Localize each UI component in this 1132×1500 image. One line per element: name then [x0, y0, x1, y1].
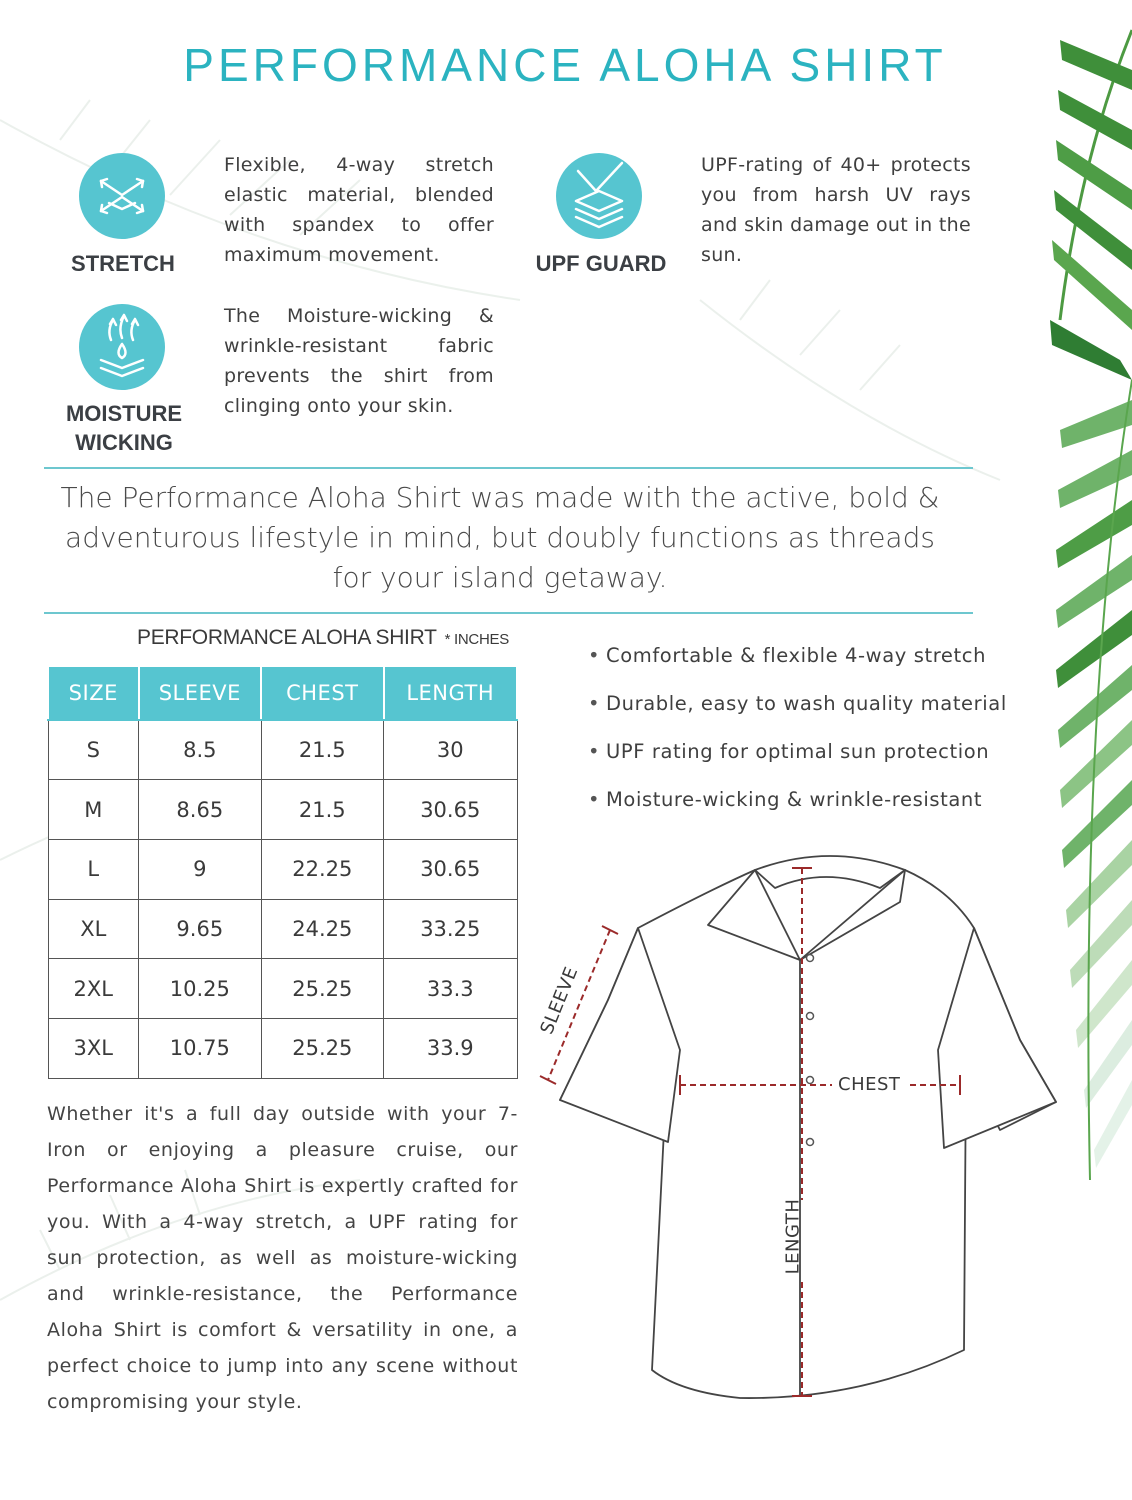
- body-copy: Whether it's a full day outside with your 7-Iron or enjoying a pleasure cruise, our Performance Aloha Shirt is expertly crafted for you. With a 4-way stretch, a UPF rating for sun protection, as well as moisture-wicking and wrinkle-resistance, the Performance Aloha Shirt is comfort & versatility in one, a perfect choice to jump into any scene without compromising your style.: [47, 1103, 518, 1413]
- header-length: LENGTH: [384, 666, 518, 720]
- sleeve-label: SLEEVE: [536, 963, 583, 1038]
- size-table-caption: [137, 626, 509, 650]
- size-table-header-row: [48, 666, 517, 720]
- cell-length: 30.65: [384, 839, 518, 899]
- shirt-button: [807, 1077, 814, 1084]
- bullet-text: Moisture-wicking & wrinkle-resistant: [606, 788, 983, 811]
- chest-label: CHEST: [838, 1074, 901, 1095]
- table-row: [48, 1018, 517, 1078]
- upf-guard-icon: [556, 153, 642, 239]
- table-row: [48, 780, 517, 840]
- list-item: • Durable, easy to wash quality material: [588, 692, 1007, 715]
- header-size: SIZE: [48, 666, 139, 720]
- cell-length: 33.3: [384, 959, 518, 1019]
- cell-sleeve: 9.65: [139, 899, 262, 959]
- stretch-label: STRETCH: [71, 251, 175, 276]
- list-item: • UPF rating for optimal sun protection: [588, 740, 990, 763]
- moisture-wicking-description: The Moisture-wicking & wrinkle-resistant fabric prevents the shirt from clinging onto your skin.: [224, 305, 494, 417]
- size-table: [47, 665, 518, 1079]
- cell-sleeve: 9: [139, 839, 262, 899]
- cell-chest: 22.25: [261, 839, 383, 899]
- cell-chest: 24.25: [261, 899, 383, 959]
- cell-length: 30.65: [384, 780, 518, 840]
- cell-sleeve: 10.25: [139, 959, 262, 1019]
- upf-guard-label: UPF GUARD: [535, 251, 667, 276]
- upf-guard-description: UPF-rating of 40+ protects you from harsh UV rays and skin damage out in the sun.: [701, 154, 971, 266]
- cell-length: 30: [384, 720, 518, 780]
- cell-sleeve: 10.75: [139, 1018, 262, 1078]
- cell-size: M: [48, 780, 139, 840]
- list-item: • Comfortable & flexible 4-way stretch: [588, 644, 987, 667]
- stretch-description: Flexible, 4-way stretch elastic material, blended with spandex to offer maximum movement.: [224, 154, 494, 266]
- cell-size: XL: [48, 899, 139, 959]
- cell-chest: 25.25: [261, 1018, 383, 1078]
- shirt-button: [807, 1139, 814, 1146]
- cell-size: S: [48, 720, 139, 780]
- table-row: [48, 839, 517, 899]
- bullet-text: UPF rating for optimal sun protection: [606, 740, 990, 763]
- header-sleeve: SLEEVE: [139, 666, 262, 720]
- cell-length: 33.9: [384, 1018, 518, 1078]
- length-label: LENGTH: [782, 1198, 804, 1275]
- feature-bullets: [588, 640, 1008, 832]
- header-chest: CHEST: [261, 666, 383, 720]
- table-row: [48, 720, 517, 780]
- shirt-button: [807, 1013, 814, 1020]
- size-table-unit: * INCHES: [444, 631, 509, 648]
- moisture-wicking-icon: [79, 304, 165, 390]
- divider-bottom: [44, 612, 973, 614]
- divider-top: [44, 467, 973, 469]
- cell-chest: 25.25: [261, 959, 383, 1019]
- cell-size: L: [48, 839, 139, 899]
- moisture-wicking-label: [54, 399, 194, 457]
- bullet-text: Comfortable & flexible 4-way stretch: [606, 644, 987, 667]
- list-item: • Moisture-wicking & wrinkle-resistant: [588, 788, 983, 811]
- table-row: [48, 959, 517, 1019]
- shirt-diagram: [530, 830, 1070, 1410]
- table-row: [48, 899, 517, 959]
- stretch-icon: [79, 153, 165, 239]
- bullet-text: Durable, easy to wash quality material: [606, 692, 1007, 715]
- cell-sleeve: 8.65: [139, 780, 262, 840]
- cell-length: 33.25: [384, 899, 518, 959]
- tagline: The Performance Aloha Shirt was made with the active, bold & adventurous lifestyle in mind, but doubly functions as threads for your island getaway.: [60, 481, 940, 594]
- moisture-label-line1: MOISTURE: [65, 401, 183, 426]
- page-title: PERFORMANCE ALOHA SHIRT: [183, 39, 947, 91]
- moisture-label-line2: WICKING: [75, 430, 173, 455]
- cell-size: 3XL: [48, 1018, 139, 1078]
- cell-size: 2XL: [48, 959, 139, 1019]
- size-table-title: PERFORMANCE ALOHA SHIRT: [137, 626, 437, 649]
- cell-chest: 21.5: [261, 780, 383, 840]
- cell-sleeve: 8.5: [139, 720, 262, 780]
- shirt-button: [807, 955, 814, 962]
- cell-chest: 21.5: [261, 720, 383, 780]
